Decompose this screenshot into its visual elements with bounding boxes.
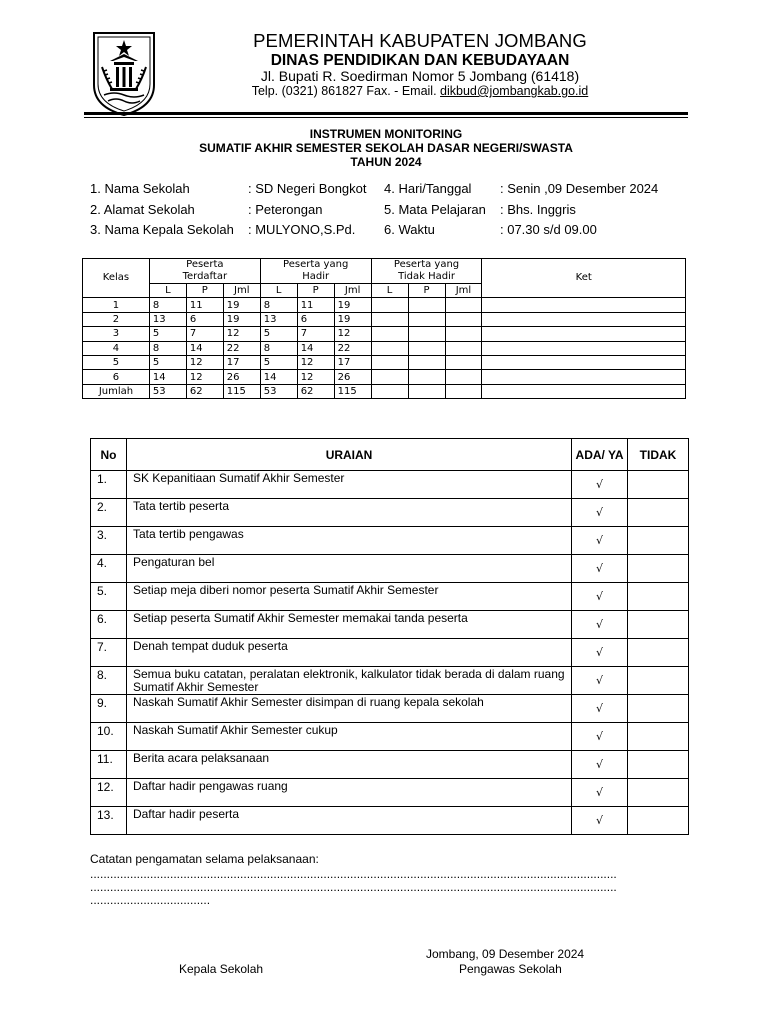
checklist-ya-checkbox[interactable]: √ [572,807,628,835]
checklist-description: Setiap meja diberi nomor peserta Sumatif Akhir Semester [126,583,571,611]
checklist-description: Daftar hadir pengawas ruang [126,779,571,807]
cell-present-jml: 19 [334,312,371,326]
checklist-ya-checkbox[interactable]: √ [572,723,628,751]
cell-present-l: 8 [260,341,297,355]
header-phone-fax: Telp. (0321) 861827 Fax. - Email. [251,84,441,98]
cell-absent-l [371,370,408,384]
header-address: Jl. Bupati R. Soedirman Nomor 5 Jombang (61418) [260,68,580,84]
checklist-description: Denah tempat duduk peserta [126,639,571,667]
cell-absent-p [408,341,445,355]
checklist-no: 11. [91,751,127,779]
attendance-table [82,258,686,399]
checklist-row [91,611,689,639]
cell-absent-jml [445,355,482,369]
attendance-row [83,384,686,398]
checklist-row [91,471,689,499]
cell-absent-p [408,355,445,369]
checklist-description: Daftar hadir peserta [126,807,571,835]
cell-absent-jml [445,384,482,398]
cell-present-l: 8 [260,298,297,312]
header-ada-ya: ADA/ YA [572,439,628,471]
subheader-present-l: L [260,284,297,298]
header-present-line1: Peserta yang [283,259,349,270]
checklist-no: 7. [91,639,127,667]
checklist-ya-checkbox[interactable]: √ [572,779,628,807]
cell-absent-jml [445,341,482,355]
info-label-principal: 3. Nama Kepala Sekolah [90,222,234,237]
signature-place-date: Jombang, 09 Desember 2024 [426,947,585,961]
cell-registered-p: 7 [186,327,223,341]
cell-ket [482,370,686,384]
checklist-no: 8. [91,667,127,695]
checklist-description: Naskah Sumatif Akhir Semester cukup [126,723,571,751]
cell-registered-l: 5 [149,355,186,369]
info-label-school-address: 2. Alamat Sekolah [90,202,195,217]
cell-ket [482,384,686,398]
cell-present-l: 5 [260,355,297,369]
checklist-tidak-checkbox[interactable] [628,751,689,779]
cell-absent-p [408,312,445,326]
checklist-tidak-checkbox[interactable] [628,499,689,527]
checklist-ya-checkbox[interactable]: √ [572,583,628,611]
checklist-no: 4. [91,555,127,583]
checklist-row [91,499,689,527]
subheader-absent-p: P [408,284,445,298]
cell-absent-jml [445,312,482,326]
info-label-date: 4. Hari/Tanggal [384,181,472,196]
cell-present-p: 6 [297,312,334,326]
checklist-no: 13. [91,807,127,835]
checklist-row [91,807,689,835]
checklist-description: Tata tertib pengawas [126,527,571,555]
cell-absent-jml [445,370,482,384]
cell-absent-jml [445,298,482,312]
checklist-description: SK Kepanitiaan Sumatif Akhir Semester [126,471,571,499]
header-government: PEMERINTAH KABUPATEN JOMBANG [253,30,587,51]
checklist-row [91,779,689,807]
jombang-emblem-logo [90,27,158,117]
header-ket: Ket [482,259,686,298]
subheader-present-p: P [297,284,334,298]
checklist-tidak-checkbox[interactable] [628,639,689,667]
attendance-row [83,312,686,326]
cell-ket [482,341,686,355]
cell-registered-jml: 19 [223,298,260,312]
cell-registered-p: 6 [186,312,223,326]
header-absent-line2: Tidak Hadir [398,271,455,282]
cell-present-jml: 26 [334,370,371,384]
cell-absent-l [371,312,408,326]
header-present-line2: Hadir [302,271,330,282]
cell-registered-p: 12 [186,370,223,384]
cell-registered-l: 53 [149,384,186,398]
checklist-description: Tata tertib peserta [126,499,571,527]
cell-kelas: 4 [83,341,150,355]
notes-line-1[interactable]: .............................................................................................................................................................. [90,867,617,881]
cell-registered-p: 62 [186,384,223,398]
info-value-time: : 07.30 s/d 09.00 [500,222,597,237]
cell-registered-jml: 26 [223,370,260,384]
cell-registered-jml: 17 [223,355,260,369]
header-rule-thin [84,117,688,118]
checklist-row [91,639,689,667]
cell-registered-l: 14 [149,370,186,384]
checklist-row [91,695,689,723]
info-label-subject: 5. Mata Pelajaran [384,202,486,217]
cell-present-l: 14 [260,370,297,384]
info-value-principal: : MULYONO,S.Pd. [248,222,356,237]
checklist-tidak-checkbox[interactable] [628,807,689,835]
checklist-no: 2. [91,499,127,527]
header-kelas: Kelas [83,259,150,298]
header-rule-thick [84,112,688,115]
cell-kelas: 6 [83,370,150,384]
notes-line-3[interactable]: .................................... [90,893,211,907]
header-email-link[interactable]: dikbud@jombangkab.go.id [440,84,589,98]
cell-present-l: 53 [260,384,297,398]
checklist-tidak-checkbox[interactable] [628,779,689,807]
checklist-no: 5. [91,583,127,611]
info-value-school-name: : SD Negeri Bongkot [248,181,367,196]
notes-label: Catatan pengamatan selama pelaksanaan: [90,852,319,866]
cell-absent-p [408,384,445,398]
cell-absent-l [371,384,408,398]
checklist-row [91,527,689,555]
checklist-description: Pengaturan bel [126,555,571,583]
checklist-description: Naskah Sumatif Akhir Semester disimpan di ruang kepala sekolah [126,695,571,723]
header-present [260,259,371,284]
cell-present-jml: 17 [334,355,371,369]
checklist-tidak-checkbox[interactable] [628,695,689,723]
cell-registered-jml: 19 [223,312,260,326]
header-absent [371,259,482,284]
checklist-tidak-checkbox[interactable] [628,723,689,751]
checklist-no: 3. [91,527,127,555]
checklist-no: 1. [91,471,127,499]
info-value-subject: : Bhs. Inggris [500,202,576,217]
header-registered [149,259,260,284]
doc-title-line3: TAHUN 2024 [350,155,422,169]
checklist-ya-checkbox[interactable]: √ [572,695,628,723]
checklist-tidak-checkbox[interactable] [628,611,689,639]
checklist-row [91,583,689,611]
cell-absent-jml [445,327,482,341]
header-uraian: URAIAN [126,439,571,471]
cell-registered-l: 5 [149,327,186,341]
cell-present-l: 5 [260,327,297,341]
checklist-tidak-checkbox[interactable] [628,667,689,695]
cell-present-p: 12 [297,370,334,384]
checklist-tidak-checkbox[interactable] [628,527,689,555]
doc-title-line1: INSTRUMEN MONITORING [309,127,463,141]
header-registered-line1: Peserta [186,259,224,270]
checklist-ya-checkbox[interactable]: √ [572,639,628,667]
header-no: No [91,439,127,471]
cell-present-p: 14 [297,341,334,355]
cell-absent-p [408,298,445,312]
info-value-school-address: : Peterongan [248,202,323,217]
cell-registered-p: 14 [186,341,223,355]
checklist-ya-checkbox[interactable]: √ [572,471,628,499]
checklist-no: 12. [91,779,127,807]
info-label-school-name: 1. Nama Sekolah [90,181,190,196]
signature-principal-role: Kepala Sekolah [179,962,264,976]
cell-present-jml: 19 [334,298,371,312]
header-absent-line1: Peserta yang [393,259,460,270]
cell-present-p: 62 [297,384,334,398]
checklist-row [91,751,689,779]
cell-present-l: 13 [260,312,297,326]
cell-present-p: 7 [297,327,334,341]
checklist-tidak-checkbox[interactable] [628,555,689,583]
cell-present-p: 12 [297,355,334,369]
cell-kelas: 1 [83,298,150,312]
cell-absent-p [408,327,445,341]
header-registered-line2: Terdaftar [182,271,228,282]
header-tidak: TIDAK [628,439,689,471]
cell-kelas: Jumlah [83,384,150,398]
attendance-row [83,370,686,384]
cell-registered-p: 11 [186,298,223,312]
subheader-registered-l: L [149,284,186,298]
cell-registered-l: 8 [149,341,186,355]
checklist-ya-checkbox[interactable]: √ [572,499,628,527]
cell-present-jml: 12 [334,327,371,341]
signature-supervisor-role: Pengawas Sekolah [459,962,562,976]
cell-present-p: 11 [297,298,334,312]
cell-present-jml: 22 [334,341,371,355]
cell-ket [482,298,686,312]
subheader-registered-jml: Jml [223,284,260,298]
doc-title-line2: SUMATIF AKHIR SEMESTER SEKOLAH DASAR NEGERI/SWASTA [199,141,573,155]
checklist-ya-checkbox[interactable]: √ [572,751,628,779]
cell-registered-jml: 115 [223,384,260,398]
notes-line-2[interactable]: .............................................................................................................................................................. [90,880,617,894]
checklist-ya-checkbox[interactable]: √ [572,555,628,583]
checklist-no: 10. [91,723,127,751]
cell-absent-l [371,341,408,355]
header-contact [160,84,680,98]
checklist-row [91,555,689,583]
cell-absent-l [371,298,408,312]
cell-ket [482,312,686,326]
subheader-absent-jml: Jml [445,284,482,298]
checklist-description: Setiap peserta Sumatif Akhir Semester memakai tanda peserta [126,611,571,639]
cell-absent-l [371,327,408,341]
cell-registered-l: 8 [149,298,186,312]
cell-registered-p: 12 [186,355,223,369]
checklist-row [91,667,689,695]
attendance-row [83,327,686,341]
cell-registered-l: 13 [149,312,186,326]
cell-registered-jml: 22 [223,341,260,355]
checklist-row [91,723,689,751]
cell-ket [482,327,686,341]
cell-ket [482,355,686,369]
checklist-no: 9. [91,695,127,723]
info-value-date: : Senin ,09 Desember 2024 [500,181,659,196]
checklist-ya-checkbox[interactable]: √ [572,611,628,639]
info-label-time: 6. Waktu [384,222,435,237]
attendance-row [83,355,686,369]
cell-absent-l [371,355,408,369]
subheader-registered-p: P [186,284,223,298]
header-department: DINAS PENDIDIKAN DAN KEBUDAYAAN [270,52,570,69]
checklist-ya-checkbox[interactable]: √ [572,667,628,695]
checklist-no: 6. [91,611,127,639]
subheader-present-jml: Jml [334,284,371,298]
subheader-absent-l: L [371,284,408,298]
cell-absent-p [408,370,445,384]
cell-kelas: 3 [83,327,150,341]
checklist-description: Semua buku catatan, peralatan elektronik, kalkulator tidak berada di dalam ruang Sumatif Akhir Semester [126,667,571,695]
attendance-body [83,298,686,399]
cell-kelas: 2 [83,312,150,326]
checklist-ya-checkbox[interactable]: √ [572,527,628,555]
checklist-table [90,438,689,835]
checklist-body [91,471,689,835]
cell-registered-jml: 12 [223,327,260,341]
checklist-tidak-checkbox[interactable] [628,583,689,611]
attendance-row [83,341,686,355]
checklist-tidak-checkbox[interactable] [628,471,689,499]
cell-present-jml: 115 [334,384,371,398]
checklist-description: Berita acara pelaksanaan [126,751,571,779]
attendance-row [83,298,686,312]
cell-kelas: 5 [83,355,150,369]
